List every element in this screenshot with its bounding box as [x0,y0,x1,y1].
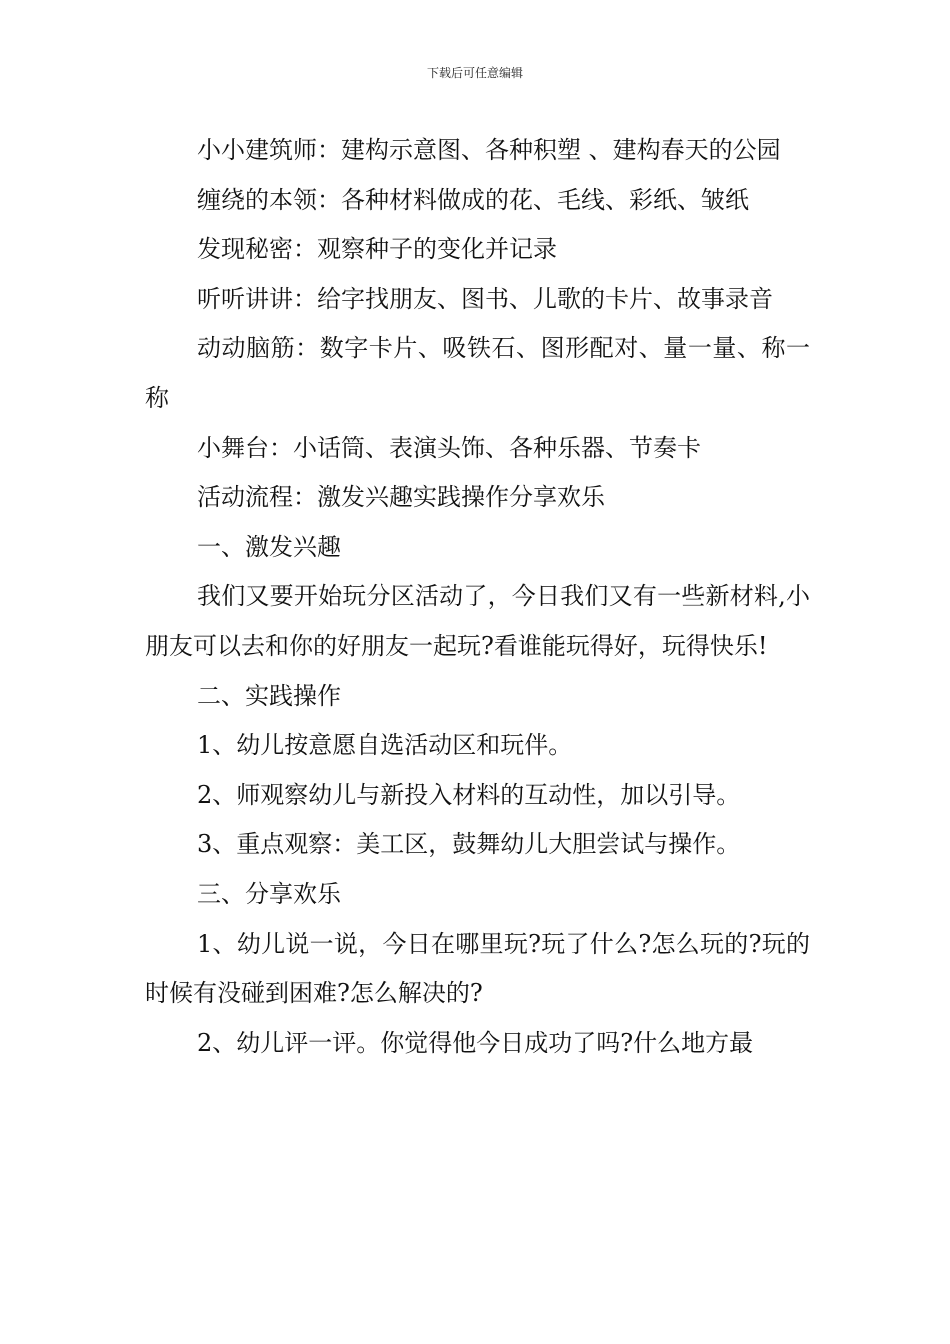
paragraph: 听听讲讲：给字找朋友、图书、儿歌的卡片、故事录音 [197,284,773,313]
paragraph: 我们又要开始玩分区活动了，今日我们又有一些新材料,小朋友可以去和你的好朋友一起玩?看谁能玩得好，玩得快乐! [145,582,810,660]
document-body [145,126,810,1068]
list-item: 1、幼儿按意愿自选活动区和玩伴。 [197,731,573,760]
paragraph: 小小建筑师：建构示意图、各种积塑 、建构春天的公园 [197,136,781,164]
paragraph: 缠绕的本领：各种材料做成的花、毛线、彩纸、皱纸 [197,185,749,214]
list-item: 2、幼儿评一评。你觉得他今日成功了吗?什么地方最 [197,1028,754,1057]
page-header: 下载后可任意编辑 [426,66,523,80]
paragraph: 动动脑筋：数字卡片、吸铁石、图形配对、量一量、称一称 [145,334,810,412]
section-heading: 一、激发兴趣 [197,532,341,561]
section-heading: 三、分享欢乐 [197,879,341,908]
list-item: 2、师观察幼儿与新投入材料的互动性，加以引导。 [197,780,741,809]
list-item: 1、幼儿说一说，今日在哪里玩?玩了什么?怎么玩的?玩的时候有没碰到困难?怎么解决的? [145,929,810,1008]
paragraph: 发现秘密：观察种子的变化并记录 [197,235,557,264]
paragraph: 活动流程：激发兴趣实践操作分享欢乐 [197,483,605,512]
section-heading: 二、实践操作 [197,681,341,710]
list-item: 3、重点观察：美工区，鼓舞幼儿大胆尝试与操作。 [197,830,741,859]
paragraph: 小舞台：小话筒、表演头饰、各种乐器、节奏卡 [197,433,701,462]
